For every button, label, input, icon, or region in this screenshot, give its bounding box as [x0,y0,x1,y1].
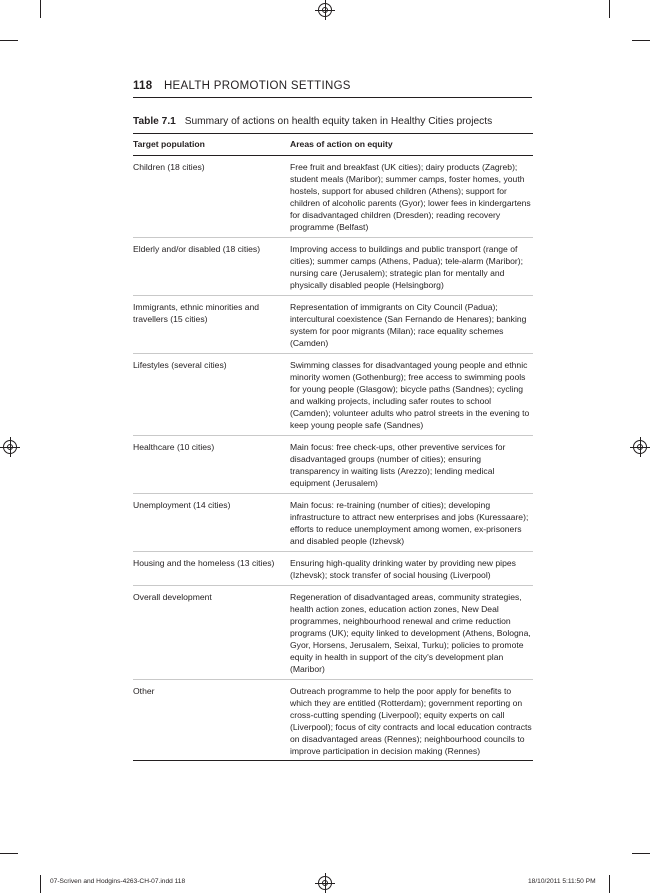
crop-mark [40,0,41,18]
table-row [133,156,533,238]
crop-mark [0,853,18,854]
target-population-cell: Elderly and/or disabled (18 cities) [133,238,290,296]
target-population-cell: Unemployment (14 cities) [133,494,290,552]
table-caption [133,116,492,127]
target-population-cell: Overall development [133,586,290,680]
table-caption-text: Summary of actions on health equity taken in Healthy Cities projects [184,116,493,127]
table-header-row [133,134,533,156]
footer-file-slug: 07-Scriven and Hodgins-4263-CH-07.indd 118 [50,878,186,885]
registration-mark-icon [3,440,17,454]
running-head [133,80,351,92]
areas-of-action-cell: Representation of immigrants on City Council (Padua); intercultural coexistence (San Fernando de Henares); banking system for poor migrants (Milan); race equality schemes (Camden) [290,296,533,354]
column-header-areas-of-action: Areas of action on equity [290,134,533,156]
table-row [133,296,533,354]
table-row [133,680,533,761]
footer-date-slug: 18/10/2011 5:11:50 PM [528,878,596,885]
registration-mark-icon [318,876,332,890]
target-population-cell: Children (18 cities) [133,162,205,172]
table-label: Table 7.1 [133,116,176,127]
registration-mark-icon [318,3,332,17]
target-population-cell: Immigrants, ethnic minorities and travellers (15 cities) [133,296,290,354]
page-number: 118 [133,80,153,92]
areas-of-action-cell: Main focus: re-training (number of cities); developing infrastructure to attract new enterprises and jobs (Kuressaare); efforts to reduce unemployment among women, ex-prisoners and disabled people (Izhevsk) [290,494,533,552]
table-row [133,238,533,296]
table-row [133,354,533,436]
equity-actions-table [133,133,533,761]
target-population-cell: Lifestyles (several cities) [133,354,290,436]
column-header-target-population: Target population [133,134,290,156]
running-head-title: HEALTH PROMOTION SETTINGS [163,80,351,92]
crop-mark [40,875,41,893]
areas-of-action-cell: Ensuring high-quality drinking water by providing new pipes (Izhevsk); stock transfer of social housing (Liverpool) [290,552,533,586]
areas-of-action-cell: Main focus: free check-ups, other preventive services for disadvantaged groups (number of cities); ensuring transparency in waiting lists (Arezzo); lending medical equipment (Jerusalem) [290,436,533,494]
crop-mark [0,40,18,41]
table-row [133,494,533,552]
registration-mark-icon [633,440,647,454]
areas-of-action-cell: Improving access to buildings and public transport (range of cities); summer camps (Athens, Padua); tele-alarm (Maribor); nursing care (Jerusalem); strategic plan for mentally and physically disabled people (Helsingborg) [290,238,533,296]
crop-mark [609,0,610,18]
running-head-rule [133,97,532,98]
target-population-cell: Housing and the homeless (13 cities) [133,552,290,586]
crop-mark [609,875,610,893]
target-population-cell: Healthcare (10 cities) [133,436,290,494]
areas-of-action-cell: Outreach programme to help the poor apply for benefits to which they are entitled (Rotterdam); government reporting on cross-cutting spending (Liverpool); equity experts on call (Liverpool); focus of city contracts and local education contracts on disadvantaged areas (Rennes); neighbourhood councils to improve participation in decision making (Rennes) [290,680,533,761]
areas-of-action-cell: Free fruit and breakfast (UK cities); dairy products (Zagreb); student meals (Maribor); summer camps, foster homes, youth hostels, support for abused children (Athens); support for children of alcoholic parents (Gyor); lower fees in kindergartens for disadvantaged children (Dresden); reading recovery programme (Belfast) [289,162,531,232]
areas-of-action-cell: Swimming classes for disadvantaged young people and ethnic minority women (Gothenburg); free access to swimming pools for young people (Glasgow); bicycle paths (Sandnes); cycling and walking projects, including safer routes to school (Camden); volunteer adults who patrol streets in the evening to keep young people safe (Sandnes) [290,354,533,436]
table-row [133,586,533,680]
table-row [133,552,533,586]
crop-mark [632,40,650,41]
crop-mark [632,853,650,854]
table-row [133,436,533,494]
target-population-cell: Other [133,680,290,761]
areas-of-action-cell: Regeneration of disadvantaged areas, community strategies, health action zones, education action zones, New Deal programmes, neighbourhood renewal and crime reduction programs (UK); equity linked to development (Athens, Bologna, Gyor, Horsens, Jerusalem, Seixal, Turku); policies to promote equity in health in support of the city's development plan (Maribor) [290,586,533,680]
